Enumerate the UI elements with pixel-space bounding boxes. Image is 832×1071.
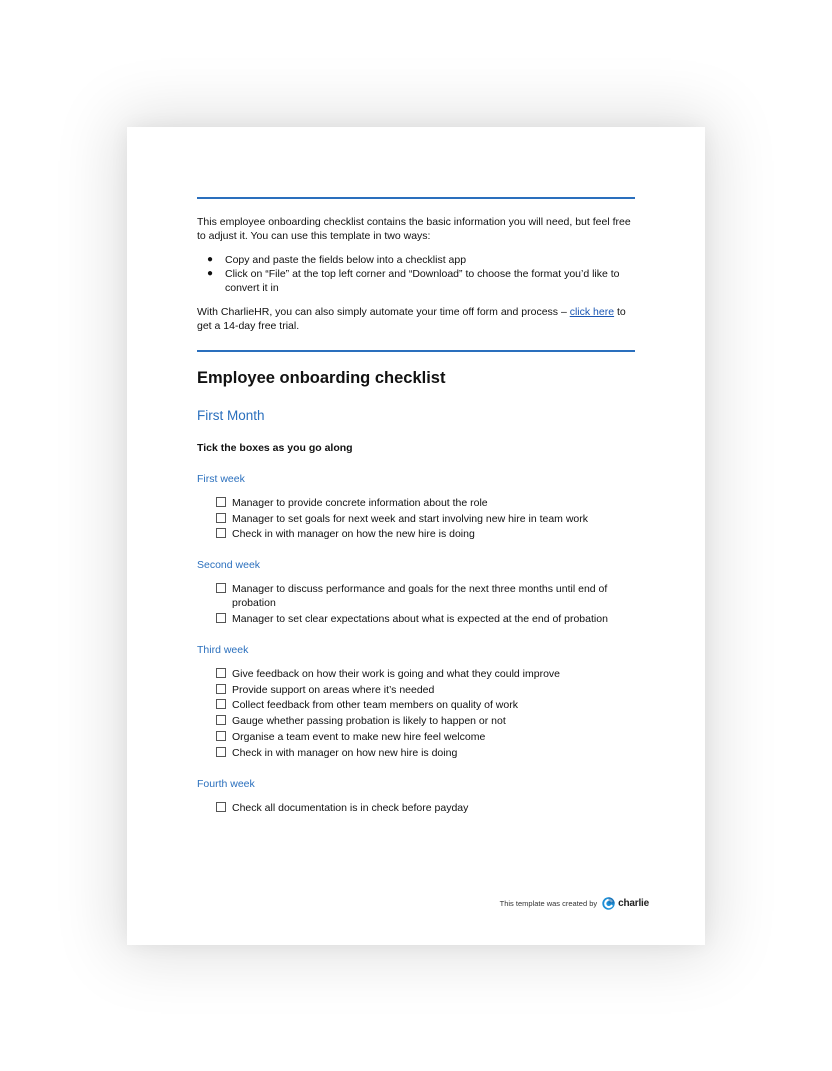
bullet-icon: ● <box>207 254 214 265</box>
checklist-item-text: Manager to provide concrete information about the role <box>232 497 488 509</box>
week-heading-fourth: Fourth week <box>197 777 255 790</box>
checklist-item-text: Check in with manager on how new hire is doing <box>232 746 458 759</box>
charlie-logo-icon <box>602 897 615 910</box>
first-week-checklist <box>197 496 635 541</box>
intro-text: This employee onboarding checklist contains the basic information you will need, but feel free to adjust it. You can use this template in two ways: <box>197 216 631 242</box>
checklist-title: Employee onboarding checklist <box>197 369 446 387</box>
checkbox[interactable] <box>216 513 226 523</box>
top-divider <box>197 197 635 199</box>
checklist-item <box>197 683 635 697</box>
checklist-item-text: Organise a team event to make new hire feel welcome <box>232 730 486 743</box>
checkbox[interactable] <box>216 699 226 709</box>
checkbox[interactable] <box>216 715 226 725</box>
checkbox[interactable] <box>216 668 226 678</box>
checklist-item <box>197 730 635 744</box>
checklist-item-text: Give feedback on how their work is going and what they could improve <box>232 668 561 681</box>
checklist-item <box>197 746 635 760</box>
usage-item <box>197 267 635 295</box>
brand-name: charlie <box>618 898 649 909</box>
usage-item <box>197 253 635 267</box>
usage-item-text: Click on “File” at the top left corner and “Download” to choose the format you’d like to convert it in <box>225 268 620 294</box>
checklist-item-text: Manager to set goals for next week and start involving new hire in team work <box>232 512 589 525</box>
created-by-text: This template was created by <box>499 899 598 908</box>
checklist-item <box>197 512 635 526</box>
checkbox[interactable] <box>216 583 226 593</box>
document-page <box>127 127 705 945</box>
section-heading: First Month <box>197 408 265 423</box>
checklist-item <box>197 801 635 815</box>
checklist-item <box>197 698 635 712</box>
charlie-logo <box>602 897 649 910</box>
checklist-item-text: Gauge whether passing probation is likely to happen or not <box>232 715 506 728</box>
checkbox[interactable] <box>216 613 226 623</box>
checkbox[interactable] <box>216 497 226 507</box>
checklist-item-text: Provide support on areas where it’s needed <box>232 683 435 696</box>
checkbox[interactable] <box>216 747 226 757</box>
checklist-item-text: Manager to set clear expectations about what is expected at the end of probation <box>232 613 608 626</box>
checklist-item <box>197 527 635 541</box>
bottom-divider <box>197 350 635 352</box>
week-heading-third: Third week <box>197 644 249 657</box>
checklist-item-text: Check all documentation is in check before payday <box>232 801 469 814</box>
instruction-text: Tick the boxes as you go along <box>197 442 353 454</box>
trial-suffix: to get a 14-day free trial. <box>197 306 626 332</box>
checklist-item <box>197 667 635 681</box>
fourth-week-checklist <box>197 801 635 815</box>
checkbox[interactable] <box>216 802 226 812</box>
checklist-item-text: Check in with manager on how the new hire is doing <box>232 528 475 541</box>
third-week-checklist <box>197 667 635 759</box>
checkbox[interactable] <box>216 528 226 538</box>
checklist-item <box>197 496 635 510</box>
checklist-item <box>197 582 635 610</box>
checklist-item <box>197 612 635 626</box>
checkbox[interactable] <box>216 684 226 694</box>
checklist-item-text: Collect feedback from other team members on quality of work <box>232 699 518 712</box>
week-heading-first: First week <box>197 473 245 485</box>
document-content <box>197 197 635 816</box>
trial-text <box>197 305 635 333</box>
checkbox[interactable] <box>216 731 226 741</box>
click-here-link[interactable]: click here <box>569 306 615 318</box>
usage-list <box>197 253 635 295</box>
bullet-icon: ● <box>207 268 214 279</box>
footer-credit <box>500 897 649 910</box>
checklist-item <box>197 714 635 728</box>
second-week-checklist <box>197 582 635 626</box>
usage-item-text: Copy and paste the fields below into a checklist app <box>225 254 467 266</box>
checklist-item-text: Manager to discuss performance and goals for the next three months until end of probation <box>232 583 608 610</box>
trial-prefix: With CharlieHR, you can also simply automate your time off form and process – <box>197 306 570 318</box>
week-heading-second: Second week <box>197 559 261 572</box>
